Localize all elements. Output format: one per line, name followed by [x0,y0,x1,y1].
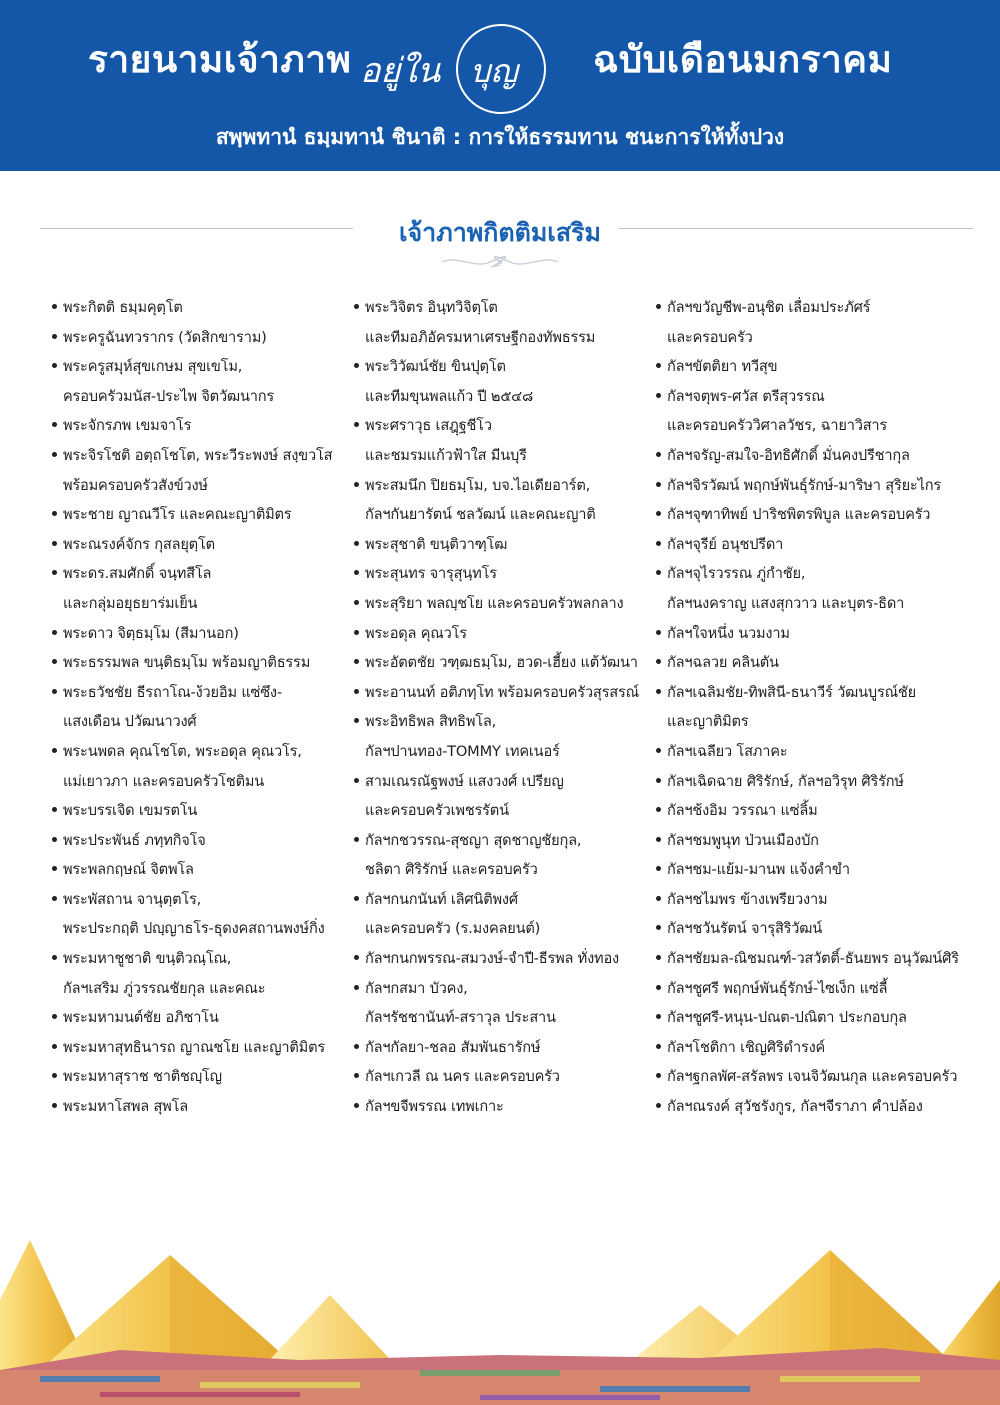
donor-entry-line: กัลฯจุฑาทิพย์ ปาริชพิตรพิบูล และครอบครัว [667,506,931,524]
donor-entry-line: กัลฯชไมพร ข้างเพรียวงาม [667,890,828,908]
donor-entry-line: พระธรรมพล ขนฺติธมฺโม พร้อมญาติธรรม [63,654,311,672]
donor-entry-line: พระอัตตชัย วฑฺฒธมฺโม, ฮวด-เฮี้ยง แต้วัฒนา [365,654,638,672]
donor-entry [354,471,654,530]
donor-entry [354,411,654,470]
section-heading [0,205,1000,275]
header-title-left: รายนามเจ้าภาพ [88,38,352,81]
donor-entry [52,1003,352,1033]
donor-entry [52,855,352,885]
donor-entry-line: พระจิรโชติ อตฺถโชโต, พระวีระพงษ์ สงฺขวโส [63,446,333,464]
donor-entry [52,1092,352,1122]
donor-entry [656,293,992,352]
donor-entry-line: และชมรมแก้วฟ้าใส มีนบุรี [365,446,527,464]
donor-entry [52,678,352,737]
donor-entry-line: แม่เยาวภา และครอบครัวโชติมน [63,772,265,790]
donor-entry-line: กัลฯกนกพรรณ-สมวงษ์-จำปี-ธีรพล ทั่งทอง [365,950,619,968]
donor-entry [656,500,992,530]
donor-entry [656,678,992,737]
donor-entry [354,707,654,766]
donor-entry [354,1062,654,1092]
donor-entry-line: พระอิทธิพล สิทธิพโล, [365,713,497,731]
donor-entry-line: พระมหามนต์ชัย อภิชาโน [63,1009,219,1027]
donor-entry-line: ครอบครัวมนัส-ประไพ จิตวัฒนากร [63,387,274,405]
donor-entry [656,1062,992,1092]
donor-entry-line: พระมหาโสพล สุพโล [63,1098,188,1116]
donor-entry [354,974,654,1033]
donor-entry-line: พระกิตติ ธมฺมคุตฺโต [63,299,183,316]
donor-entry-line: พระวิวัฒน์ชัย ขินปุตฺโต [365,358,506,376]
donor-entry-line: และญาติมิตร [667,713,749,731]
donor-entry-line: และครอบครัววิศาลวัชร, ฉายาวิสาร [667,417,888,435]
donor-entry [52,530,352,560]
donor-column-2 [354,293,654,1122]
donor-entry [656,648,992,678]
donor-entry-line: พระพัสถาน จานุตฺตโร, [63,890,202,908]
donor-entry [52,944,352,1003]
donor-entry [656,1092,992,1122]
donor-entry-line: กัลฯชูศรี พฤกษ์พันธุ์รักษ์-ไซเง็ก แซ่ลี้ [667,979,888,997]
donor-entry-line: กัลฯเกวลี ณ นคร และครอบครัว [365,1068,560,1086]
donor-entry [354,530,654,560]
donor-entry-line: พระสุนทร จารุสุนฺทโร [365,565,497,583]
donor-entry-line: กัลฯจิรวัฒน์ พฤกษ์พันธุ์รักษ์-มาริษา สุริยะไกร [667,476,941,494]
donor-entry [354,826,654,885]
donor-entry [52,441,352,500]
donor-entry-line: พระประกฤติ ปญฺญาธโร-ธุดงคสถานพงษ์กิ่ง [63,920,325,938]
donor-entry-line: พระบรรเจิด เขมรตโน [63,802,198,820]
donor-entry [656,382,992,441]
donor-entry-line: กัลฯชม-แย้ม-มานพ แจ้งคำขำ [667,861,850,879]
magazine-logo [352,18,582,118]
donor-entry-line: พระพลกฤษณ์ จิตพโล [63,861,194,879]
donor-entry [52,796,352,826]
section-title: เจ้าภาพกิตติมเสริม [398,218,602,247]
donor-entry-line: พระนพดล คุณโชโต, พระอดุล คุณวโร, [63,742,302,760]
donor-entry-line: พระจักรภพ เขมจาโร [63,417,192,435]
donor-entry [52,885,352,944]
donor-entry-line: กัลฯปานทอง-TOMMY เทคเนอร์ [365,742,560,760]
donor-entry [656,914,992,944]
donor-entry [52,411,352,441]
donor-entry-line: กัลฯช้งอิม วรรณา แซ่ลิ้ม [667,802,818,820]
donor-entry [656,619,992,649]
donor-entry-line: สามเณรณัฐพงษ์ แสงวงศ์ เปรียญ [365,772,564,790]
donor-entry [52,1033,352,1063]
donor-entry-line: พระสมนึก ปิยธมฺโม, บจ.ไอเดียอาร์ต, [365,476,591,494]
donor-entry-line: พระดร.สมศักดิ์ จนฺทสีโล [63,565,212,583]
donor-entry-line: กัลฯใจหนึ่ง นวมงาม [667,624,790,642]
donor-entry-line: พระศราวุธ เสฎฺฐชีโว [365,417,492,435]
donor-entry [52,826,352,856]
donor-entry-line: พระอดุล คุณวโร [365,624,467,642]
donor-entry-line: พระอานนท์ อติภทฺโท พร้อมครอบครัวสุรสรณ์ [365,683,639,701]
donor-entry-line: กัลฯนงคราญ แสงสุกวาว และบุตร-ธิดา [667,594,905,612]
donor-entry [656,559,992,618]
donor-entry-line: พระครูสมุห์สุขเกษม สุขเขโม, [63,358,243,376]
donor-entry-line: กัลฯจุไรวรรณ ภู่กำชัย, [667,565,806,583]
donor-entry-line: กัลฯกสมา บัวคง, [365,979,468,997]
donor-entry [354,1092,654,1122]
donor-entry-line: กัลฯฐกลพัศ-สรัลพร เจนจิวัฒนกุล และครอบครัว [667,1068,958,1086]
donor-entry [354,944,654,974]
donor-entry-line: กัลฯเฉิดฉาย ศิริรักษ์, กัลฯอวิรุท ศิริรักษ์ [667,772,904,790]
donor-entry-line: กัลฯฉลวย คลินตัน [667,654,779,672]
donor-entry-line: พระมหาชูชาติ ขนฺติวณฺโณ, [63,950,232,968]
donor-entry [52,500,352,530]
logo-text-right: บุญ [470,52,518,90]
footer-pyramids-illustration [0,1220,1000,1405]
donor-entry [52,352,352,411]
donor-entry-line: และครอบครัว [667,328,753,346]
donor-entry [52,619,352,649]
donor-entry-line: กัลฯเฉลิมชัย-ทิพสินี-ธนาวีร์ วัฒนบูรณ์ชัย [667,683,916,701]
donor-entry-line: กัลฯขัตติยา ทวีสุข [667,358,778,376]
donor-entry [52,737,352,796]
donor-entry-line: กัลฯชูศรี-หนุน-ปณต-ปณิตา ประกอบกุล [667,1009,907,1027]
logo-text-left: อยู่ใน [360,51,441,91]
donor-entry-line: กัลฯชัยมล-ณิชมณฑ์-วสวัตติ์-ธันยพร อนุวัฒน์ศิริ [667,950,959,968]
donor-entry [656,737,992,767]
donor-entry-line: พระครูฉันทวรากร (วัดสิกขาราม) [63,328,267,346]
donor-entry-line: กัลฯโชติกา เชิญศิริดำรงค์ [667,1038,826,1056]
donor-entry [656,441,992,471]
donor-entry-line: พระวิจิตร อินฺทวิจิตฺโต [365,299,498,316]
donor-entry-line: และทีมขุนพลแก้ว ปี ๒๕๔๘ [365,387,534,405]
donor-entry [52,323,352,353]
donor-entry-line: พระสุชาติ ขนฺติวาฑฺโฒ [365,535,508,553]
donor-entry [52,648,352,678]
header-subtitle: สพฺพทานํ ธมฺมทานํ ชินาติ : การให้ธรรมทาน ชนะการให้ทั้งปวง [215,125,785,149]
donor-entry-line: ชลิตา ศิริรักษ์ และครอบครัว [365,861,538,879]
ornament-icon [438,253,562,271]
donor-entry-line: พระดาว จิตฺธมฺโม (สีมานอก) [63,624,239,642]
donor-entry-line: พระมหาสุทธินารถ ญาณชโย และญาติมิตร [63,1038,325,1056]
donor-entry [656,796,992,826]
donor-entry [656,855,992,885]
donor-entry-line: พระมหาสุราช ชาติชญฺโญ [63,1068,222,1086]
donor-entry-line: กัลฯกนกนันท์ เลิศนิติพงศ์ [365,890,518,908]
header-title-right: ฉบับเดือนมกราคม [593,38,893,81]
donor-entry-line: และทีมอภิอัครมหาเศรษฐีกองทัพธรรม [365,328,596,346]
donor-entry-line: กัลฯจตุพร-ศวัส ตรีสุวรรณ [667,387,825,405]
donor-entry-line: กัลฯขวัญชีพ-อนุชิต เลื่อมประภัศร์ [667,299,871,316]
donor-entry-line: พระประพันธ์ ภทฺทกิจโจ [63,831,206,849]
donor-entry-line: กัลฯจุรีย์ อนุชปรีดา [667,535,784,553]
donor-entry [656,530,992,560]
donor-entry-line: กัลฯจรัญ-สมใจ-อิทธิศักดิ์ มั่นคงปรีชากุล [667,446,910,464]
page-header [0,0,1000,171]
donor-entry [656,352,992,382]
donor-entry-line: กัลฯกชวรรณ-สุชญา สุดชาญชัยกุล, [365,831,582,849]
heading-rule-right [618,228,973,229]
donor-entry [354,678,654,708]
donor-entry [354,619,654,649]
donor-entry-line: พระณรงค์จักร กุสลยุตฺโต [63,535,215,553]
donor-entry-line: แสงเดือน ปวัฒนาวงศ์ [63,713,197,731]
donor-entry [354,559,654,589]
donor-entry [52,559,352,618]
donor-entry-line: พระสุริยา พลญฺชโย และครอบครัวพลกลาง [365,594,624,612]
donor-entry [354,648,654,678]
donor-entry-line: พร้อมครอบครัวสังข์วงษ์ [63,476,208,494]
donor-entry-line: กัลฯกัลยา-ชลอ สัมพันธารักษ์ [365,1038,541,1056]
donor-entry-line: กัลฯขจีพรรณ เทพเกาะ [365,1098,504,1116]
donor-entry-line: กัลฯรัชชานันท์-สราวุล ประสาน [365,1009,556,1027]
donor-entry [354,293,654,352]
donor-entry-line: กัลฯกันยารัตน์ ชลวัฒน์ และคณะญาติ [365,506,596,524]
donor-entry [656,1003,992,1033]
donor-entry [354,767,654,826]
donor-entry [656,885,992,915]
donor-entry [656,944,992,974]
donor-entry-line: และครอบครัวเพชรรัตน์ [365,802,509,820]
donor-entry-line: พระชาย ญาณวีโร และคณะญาติมิตร [63,506,292,524]
donor-column-3 [656,293,992,1122]
donor-entry-line: กัลฯเสริม ภู่วรรณชัยกุล และคณะ [63,979,266,997]
donor-entry [656,974,992,1004]
donor-entry [656,826,992,856]
donor-entry-line: กัลฯเฉลียว โสภาคะ [667,742,788,760]
donor-entry [52,1062,352,1092]
donor-entry [354,1033,654,1063]
donor-entry [354,589,654,619]
donor-entry [354,352,654,411]
donor-entry-line: กัลฯณรงค์ สุวัชรังกูร, กัลฯจีราภา คำปล้อง [667,1098,923,1116]
donor-entry [656,767,992,797]
donor-entry-line: และครอบครัว (ร.มงคลยนต์) [365,920,541,938]
donor-entry [52,293,352,323]
donor-column-1 [52,293,352,1122]
donor-entry-line: พระธวัชชัย ธีรถาโณ-ง้วยอิม แซ่ซึง- [63,683,282,701]
donor-entry-line: และกลุ่มอยุธยาร่มเย็น [63,594,198,612]
donor-entry-line: กัลฯชวันรัตน์ จารุสิริวัฒน์ [667,920,823,938]
donor-entry [656,471,992,501]
donor-entry [354,885,654,944]
donor-entry [656,1033,992,1063]
donor-entry-line: กัลฯชมพูนุท ป่วนเมืองบัก [667,831,819,849]
